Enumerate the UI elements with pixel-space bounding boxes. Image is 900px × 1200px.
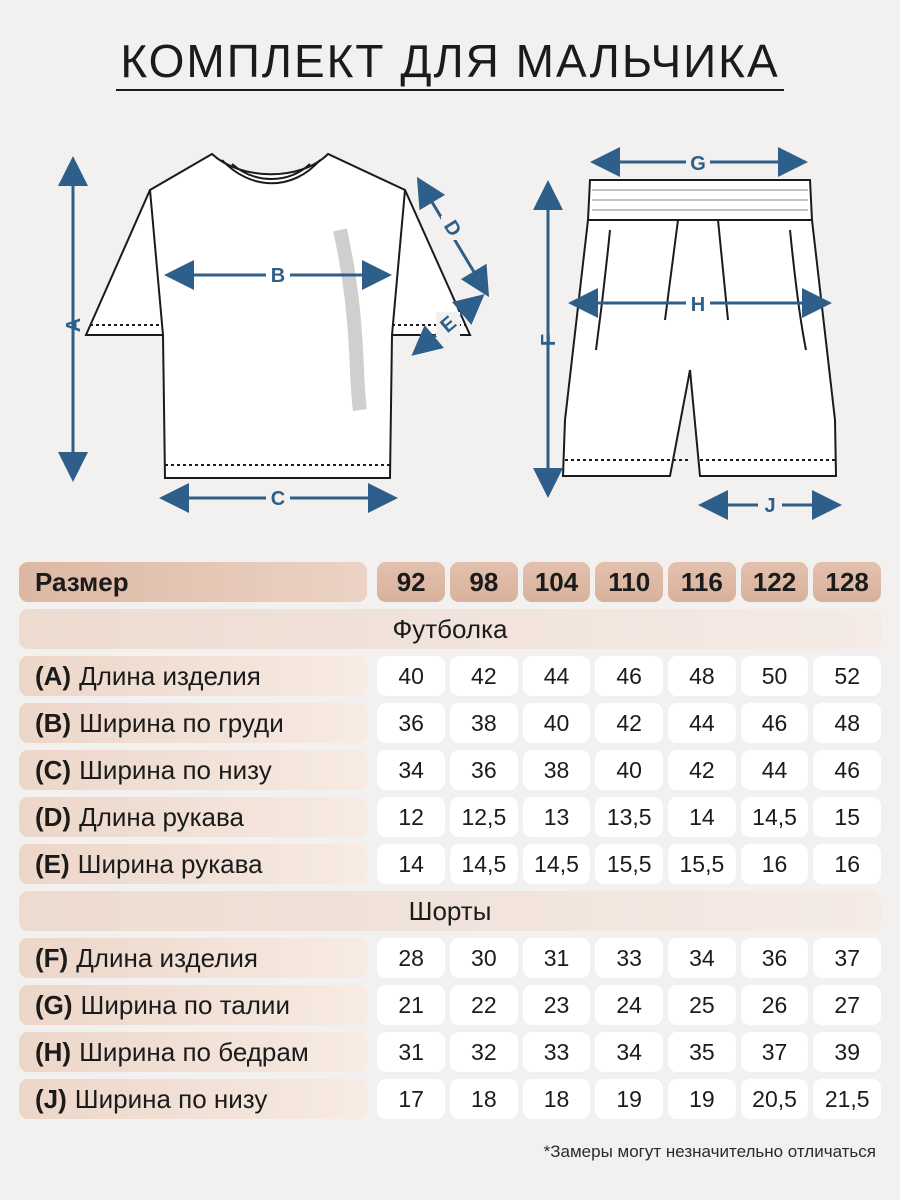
row-label: (G) Ширина по талии [19,985,367,1025]
table-cell: 15,5 [668,844,736,884]
size-header-row [19,562,881,602]
table-cell: 39 [813,1032,881,1072]
size-header-label: Размер [19,562,367,602]
page-title: КОМПЛЕКТ ДЛЯ МАЛЬЧИКА [0,34,900,88]
dimension-g-label: G [690,153,706,175]
dimension-j-label: J [764,495,776,517]
table-cell: 46 [595,656,663,696]
size-104: 104 [523,562,591,602]
table-cell: 12,5 [450,797,518,837]
table-cell: 28 [377,938,445,978]
size-98: 98 [450,562,518,602]
table-cell: 40 [377,656,445,696]
table-cell: 12 [377,797,445,837]
table-cell: 42 [668,750,736,790]
row-label: (B) Ширина по груди [19,703,367,743]
table-cell: 52 [813,656,881,696]
table-cell: 37 [741,1032,809,1072]
row-label: (H) Ширина по бедрам [19,1032,367,1072]
size-116: 116 [668,562,736,602]
table-cell: 14,5 [741,797,809,837]
table-cell: 20,5 [741,1079,809,1119]
table-cell: 48 [668,656,736,696]
table-cell: 32 [450,1032,518,1072]
table-cell: 21 [377,985,445,1025]
table-cell: 48 [813,703,881,743]
size-table [19,562,881,1126]
dimension-a-label: A [63,317,85,333]
table-cell: 30 [450,938,518,978]
table-cell: 42 [595,703,663,743]
section-tshirt: Футболка [19,609,881,649]
table-cell: 23 [523,985,591,1025]
table-cell: 18 [523,1079,591,1119]
table-row [19,938,881,978]
table-cell: 15 [813,797,881,837]
table-row [19,750,881,790]
row-label: (E) Ширина рукава [19,844,367,884]
table-cell: 34 [595,1032,663,1072]
size-110: 110 [595,562,663,602]
table-cell: 17 [377,1079,445,1119]
table-cell: 16 [741,844,809,884]
table-cell: 14,5 [450,844,518,884]
table-cell: 44 [668,703,736,743]
table-cell: 22 [450,985,518,1025]
table-cell: 38 [450,703,518,743]
table-row [19,844,881,884]
table-cell: 14 [377,844,445,884]
table-cell: 36 [377,703,445,743]
table-cell: 46 [813,750,881,790]
table-cell: 38 [523,750,591,790]
row-label: (A) Длина изделия [19,656,367,696]
tshirt-drawing [86,154,470,478]
table-cell: 40 [523,703,591,743]
table-cell: 14 [668,797,736,837]
size-122: 122 [741,562,809,602]
table-cell: 46 [741,703,809,743]
table-cell: 33 [523,1032,591,1072]
table-cell: 50 [741,656,809,696]
table-cell: 26 [741,985,809,1025]
table-cell: 33 [595,938,663,978]
table-cell: 18 [450,1079,518,1119]
table-cell: 31 [377,1032,445,1072]
dimension-c-label: C [270,488,286,510]
table-row [19,656,881,696]
table-row [19,1032,881,1072]
table-cell: 14,5 [523,844,591,884]
garment-diagram [0,120,900,530]
table-cell: 37 [813,938,881,978]
dimension-d-label: D [438,216,466,241]
table-cell: 42 [450,656,518,696]
table-cell: 19 [668,1079,736,1119]
dimension-f-label: F [538,333,560,347]
row-label: (J) Ширина по низу [19,1079,367,1119]
table-cell: 44 [741,750,809,790]
table-cell: 40 [595,750,663,790]
table-row [19,797,881,837]
table-row [19,703,881,743]
table-cell: 44 [523,656,591,696]
dimension-h-label: H [690,294,706,316]
shorts-drawing [563,180,836,476]
row-label: (F) Длина изделия [19,938,367,978]
table-cell: 27 [813,985,881,1025]
table-cell: 25 [668,985,736,1025]
size-128: 128 [813,562,881,602]
table-cell: 36 [450,750,518,790]
table-cell: 16 [813,844,881,884]
dimension-e-label: E [436,312,461,338]
dimension-b-label: B [270,265,286,287]
table-cell: 13,5 [595,797,663,837]
row-label: (C) Ширина по низу [19,750,367,790]
row-label: (D) Длина рукава [19,797,367,837]
size-92: 92 [377,562,445,602]
table-cell: 15,5 [595,844,663,884]
table-cell: 19 [595,1079,663,1119]
table-cell: 34 [668,938,736,978]
table-cell: 13 [523,797,591,837]
section-shorts: Шорты [19,891,881,931]
table-cell: 35 [668,1032,736,1072]
table-cell: 31 [523,938,591,978]
table-row [19,1079,881,1119]
table-cell: 36 [741,938,809,978]
table-cell: 21,5 [813,1079,881,1119]
table-cell: 24 [595,985,663,1025]
footnote: *Замеры могут незначительно отличаться [543,1142,876,1161]
table-cell: 34 [377,750,445,790]
table-row [19,985,881,1025]
